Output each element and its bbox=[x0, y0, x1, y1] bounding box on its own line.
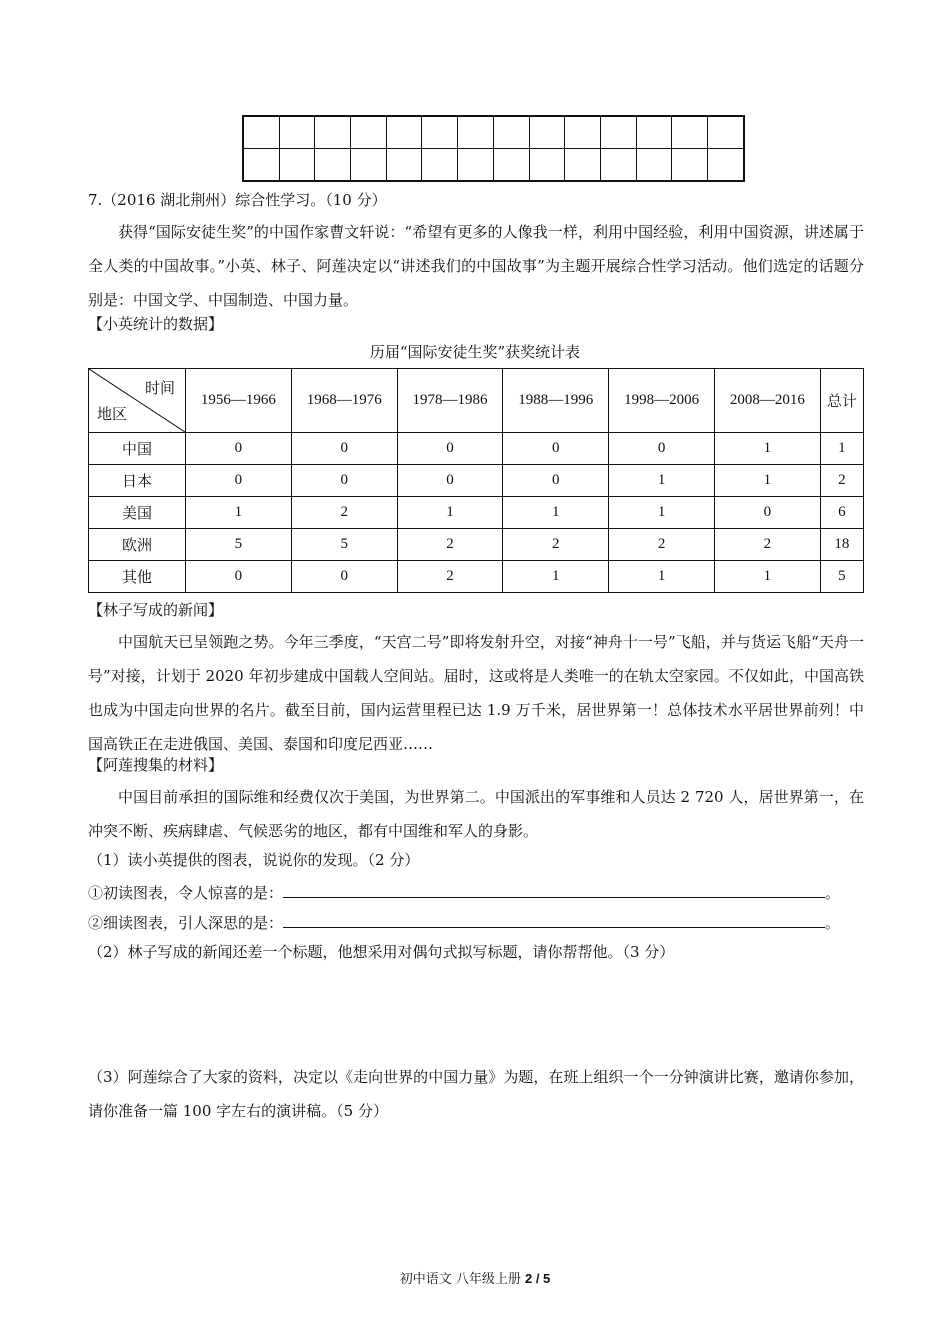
grid-cell[interactable] bbox=[279, 149, 315, 182]
grid-row bbox=[243, 116, 744, 149]
grid-cell[interactable] bbox=[600, 116, 636, 149]
grid-cell[interactable] bbox=[279, 116, 315, 149]
header-region: 地区 bbox=[97, 407, 128, 423]
grid-cell[interactable] bbox=[529, 116, 565, 149]
grid-cell[interactable] bbox=[707, 149, 743, 182]
table-cell: 2 bbox=[397, 529, 503, 561]
table-cell: 0 bbox=[291, 433, 397, 465]
task-2-prompt: （2）林子写成的新闻还差一个标题，他想采用对偶句式拟写标题，请你帮帮他。（3 分） bbox=[88, 943, 675, 961]
grid-cell[interactable] bbox=[636, 149, 672, 182]
section-alian-heading: 【阿莲搜集的材料】 bbox=[88, 756, 224, 774]
table-cell: 1 bbox=[714, 433, 820, 465]
task-1a-answer-line[interactable] bbox=[283, 882, 825, 898]
table-cell: 0 bbox=[291, 561, 397, 593]
column-header: 总计 bbox=[820, 369, 863, 433]
award-stats-table bbox=[88, 368, 864, 593]
column-header: 1968—1976 bbox=[291, 369, 397, 433]
grid-cell[interactable] bbox=[600, 149, 636, 182]
page-footer bbox=[0, 1268, 950, 1287]
table-cell: 1 bbox=[503, 561, 609, 593]
question-7-intro: 获得“国际安徒生奖”的中国作家曹文轩说：“希望有更多的人像我一样，利用中国经验，利用中国资源，讲述属于全人类的中国故事。”小英、林子、阿莲决定以“讲述我们的中国故事”为主题开展综合性学习活动。他们选定的话题分别是：中国文学、中国制造、中国力量。 bbox=[88, 223, 864, 309]
grid-cell[interactable] bbox=[458, 149, 494, 182]
table-cell: 2 bbox=[503, 529, 609, 561]
alian-material-body: 中国目前承担的国际维和经费仅次于美国，为世界第二。中国派出的军事维和人员达 2 720 人，居世界第一，在冲突不断、疾病肆虐、气候恶劣的地区，都有中国维和军人的身影。 bbox=[88, 788, 864, 840]
grid-cell[interactable] bbox=[529, 149, 565, 182]
column-header: 1988—1996 bbox=[503, 369, 609, 433]
row-region: 美国 bbox=[89, 497, 186, 529]
table-cell: 0 bbox=[186, 561, 292, 593]
table-cell: 2 bbox=[291, 497, 397, 529]
grid-cell[interactable] bbox=[565, 116, 601, 149]
task-1b-label: ②细读图表，引人深思的是： bbox=[88, 914, 284, 932]
section-linzi-heading: 【林子写成的新闻】 bbox=[88, 601, 224, 619]
row-region: 日本 bbox=[89, 465, 186, 497]
grid-cell[interactable] bbox=[422, 149, 458, 182]
grid-cell[interactable] bbox=[565, 149, 601, 182]
table-row bbox=[89, 465, 864, 497]
column-header: 1956—1966 bbox=[186, 369, 292, 433]
section-xiaoying-heading: 【小英统计的数据】 bbox=[88, 315, 224, 333]
header-time: 时间 bbox=[144, 381, 175, 397]
linzi-news-body: 中国航天已呈领跑之势。今年三季度，“天宫二号”即将发射升空，对接“神舟十一号”飞船，并与货运飞船“天舟一号”对接，计划于 2020 年初步建成中国载人空间站。届时，这或将是人类唯一的在轨太空家园。不仅如此，中国高铁也成为中国走向世界的名片。截至目前，国内运营里程已达 1.9 万千米，居世界第一！总体技术水平居世界前列！中国高铁正在走进俄国、美国、泰国和印度尼西亚…… bbox=[88, 633, 864, 753]
task-1b-period: 。 bbox=[825, 914, 841, 932]
footer-text: 初中语文 八年级上册 bbox=[399, 1272, 525, 1287]
table-cell: 0 bbox=[609, 433, 715, 465]
table-cell: 0 bbox=[291, 465, 397, 497]
column-header: 1978—1986 bbox=[397, 369, 503, 433]
table-row bbox=[89, 433, 864, 465]
grid-cell[interactable] bbox=[315, 116, 351, 149]
row-region: 欧洲 bbox=[89, 529, 186, 561]
table-cell: 1 bbox=[186, 497, 292, 529]
table-row bbox=[89, 529, 864, 561]
table-cell: 0 bbox=[397, 465, 503, 497]
table-cell: 2 bbox=[820, 465, 863, 497]
table-caption: 历届“国际安徒生奖”获奖统计表 bbox=[369, 343, 581, 361]
table-cell: 1 bbox=[714, 561, 820, 593]
table-row bbox=[89, 561, 864, 593]
table-cell: 0 bbox=[397, 433, 503, 465]
task-1a-label: ①初读图表，令人惊喜的是： bbox=[88, 884, 284, 902]
table-cell: 1 bbox=[609, 497, 715, 529]
task-3-prompt: （3）阿莲综合了大家的资料，决定以《走向世界的中国力量》为题，在班上组织一个一分钟演讲比赛，邀请你参加，请你准备一篇 100 字左右的演讲稿。（5 分） bbox=[88, 1068, 864, 1120]
column-header: 2008—2016 bbox=[714, 369, 820, 433]
table-cell: 2 bbox=[397, 561, 503, 593]
diagonal-header-cell bbox=[89, 369, 186, 433]
grid-cell[interactable] bbox=[386, 149, 422, 182]
task-1-prompt: （1）读小英提供的图表，说说你的发现。（2 分） bbox=[88, 851, 420, 869]
task-1b bbox=[88, 912, 840, 933]
grid-cell[interactable] bbox=[493, 149, 529, 182]
grid-cell[interactable] bbox=[243, 149, 279, 182]
task-1b-answer-line[interactable] bbox=[283, 912, 825, 928]
table-cell: 0 bbox=[186, 465, 292, 497]
table-cell: 5 bbox=[291, 529, 397, 561]
table-cell: 1 bbox=[714, 465, 820, 497]
grid-row bbox=[243, 149, 744, 182]
table-cell: 5 bbox=[186, 529, 292, 561]
grid-cell[interactable] bbox=[315, 149, 351, 182]
question-7-title: 7.（2016 湖北荆州）综合性学习。（10 分） bbox=[88, 191, 387, 209]
grid-cell[interactable] bbox=[672, 149, 708, 182]
row-region: 其他 bbox=[89, 561, 186, 593]
task-1a-period: 。 bbox=[825, 884, 841, 902]
grid-cell[interactable] bbox=[422, 116, 458, 149]
row-region: 中国 bbox=[89, 433, 186, 465]
task-1a bbox=[88, 882, 840, 903]
grid-cell[interactable] bbox=[458, 116, 494, 149]
grid-cell[interactable] bbox=[243, 116, 279, 149]
table-cell: 1 bbox=[503, 497, 609, 529]
table-cell: 5 bbox=[820, 561, 863, 593]
answer-grid bbox=[242, 115, 745, 182]
table-cell: 2 bbox=[609, 529, 715, 561]
grid-cell[interactable] bbox=[386, 116, 422, 149]
grid-cell[interactable] bbox=[493, 116, 529, 149]
table-cell: 1 bbox=[820, 433, 863, 465]
grid-cell[interactable] bbox=[351, 116, 387, 149]
table-cell: 1 bbox=[609, 561, 715, 593]
table-cell: 2 bbox=[714, 529, 820, 561]
footer-page-number: 2 / 5 bbox=[524, 1271, 551, 1286]
table-cell: 0 bbox=[714, 497, 820, 529]
table-cell: 6 bbox=[820, 497, 863, 529]
table-cell: 18 bbox=[820, 529, 863, 561]
column-header: 1998—2006 bbox=[609, 369, 715, 433]
grid-cell[interactable] bbox=[707, 116, 743, 149]
table-cell: 0 bbox=[503, 433, 609, 465]
grid-cell[interactable] bbox=[672, 116, 708, 149]
table-row bbox=[89, 497, 864, 529]
table-cell: 0 bbox=[186, 433, 292, 465]
table-cell: 1 bbox=[609, 465, 715, 497]
grid-cell[interactable] bbox=[636, 116, 672, 149]
table-cell: 1 bbox=[397, 497, 503, 529]
table-cell: 0 bbox=[503, 465, 609, 497]
grid-cell[interactable] bbox=[351, 149, 387, 182]
